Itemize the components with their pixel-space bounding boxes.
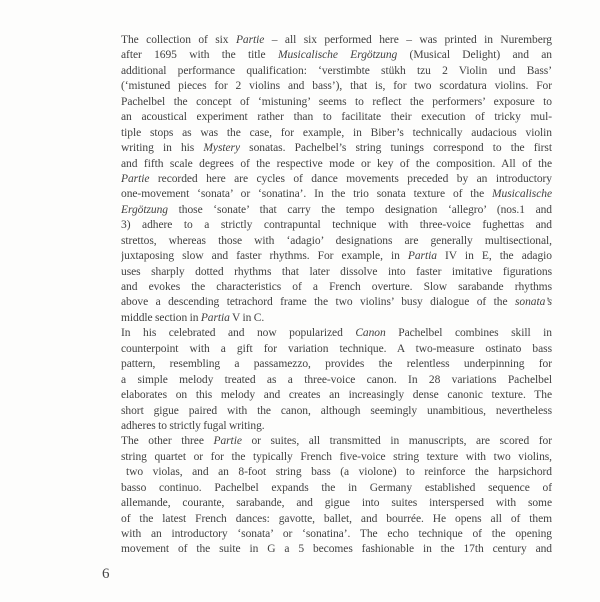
text-segment: movement of the suite in G a 5 becomes fashionable in the 17th century and	[121, 543, 552, 556]
text-line	[121, 373, 552, 388]
text-line	[121, 496, 552, 511]
italic-text-segment: Partie	[213, 435, 242, 448]
text-line	[121, 48, 552, 63]
italic-text-segment: Musicalische Ergötzung	[277, 49, 398, 62]
text-segment: sonatas. Pachelbel’s string tunings correspond to the first	[240, 142, 552, 155]
text-segment: two violas, and an 8-foot string bass (a violone) to reinforce the harpsichord	[126, 466, 552, 479]
text-segment: counterpoint with a gift for variation technique. A two-measure ostinato bass	[121, 342, 552, 355]
text-line	[121, 79, 552, 94]
text-line	[121, 311, 552, 326]
page-number: 6	[102, 566, 110, 582]
text-line	[121, 465, 552, 480]
text-segment: Pachelbel the concept of ‘mistuning’ seems to reflect the performers’ exposure to	[121, 95, 552, 108]
text-segment: an acoustical experiment rather than to facilitate their execution of tricky mul-	[121, 111, 552, 124]
text-segment: V in C.	[229, 311, 265, 324]
text-line	[121, 33, 552, 48]
italic-text-segment: sonata’s	[514, 296, 552, 309]
text-segment: and fifth scale degrees of the respective mode or key of the composition. All of the	[121, 157, 552, 170]
text-line	[121, 419, 552, 434]
text-segment: – all six performed here – was printed in Nuremberg	[264, 34, 552, 46]
text-line	[121, 234, 552, 249]
text-segment: basso continuo. Pachelbel expands the in Germany established sequence of	[121, 481, 552, 494]
text-segment: allemande, courante, sarabande, and gigue into suites interspersed with some	[121, 497, 552, 510]
text-segment: with an introductory ‘sonata’ or ‘sonatina’. The echo technique of the opening	[121, 528, 552, 540]
text-segment: Pachelbel combines skill in	[385, 327, 552, 340]
text-line	[121, 157, 552, 172]
text-segment: uses sharply dotted rhythms that later dissolve into faster imitative figurations	[121, 265, 552, 278]
text-segment: a simple melody treated as a three-voice canon. In 28 variations Pachelbel	[121, 373, 552, 386]
text-segment: short gigue paired with the canon, although seemingly unambitious, nevertheless	[121, 404, 552, 417]
text-segment: IV in E, the adagio	[436, 250, 552, 263]
text-segment: additional performance qualification: ‘verstimbte stükh tzu 2 Violin und Bass’	[121, 64, 552, 77]
text-segment: middle section in	[121, 311, 201, 324]
text-segment: elaborates on this melody and creates an increasingly dense canonic texture. The	[121, 389, 552, 402]
italic-text-segment: Partia	[407, 250, 437, 263]
text-line	[121, 110, 552, 125]
text-segment: (Musical Delight) and an	[397, 49, 552, 62]
text-line	[121, 280, 552, 295]
text-line	[121, 172, 552, 187]
liner-notes-text-block	[121, 33, 552, 558]
text-line	[121, 481, 552, 496]
text-line	[121, 203, 552, 218]
text-line	[121, 542, 552, 557]
text-segment: those ‘sonate’ that carry the tempo designation ‘allegro’ (nos.1 and	[167, 203, 552, 216]
text-segment: The other three	[121, 435, 214, 448]
italic-text-segment: Mystery	[203, 142, 240, 155]
text-segment: The collection of six	[121, 34, 236, 46]
text-segment: recorded here are cycles of dance movements preceded by an introductory	[149, 172, 552, 185]
text-segment: above a descending tetrachord frame the two violins’ busy dialogue of the	[121, 296, 515, 309]
text-line	[121, 450, 552, 465]
italic-text-segment: Canon	[355, 327, 386, 340]
text-segment: and evokes the characteristics of a French overture. Slow sarabande rhythms	[121, 281, 552, 293]
text-segment: strettos, whereas those with ‘adagio’ designations are generally multisectional,	[121, 234, 552, 247]
text-line	[121, 295, 552, 310]
text-line	[121, 388, 552, 403]
text-line	[121, 357, 552, 372]
text-line	[121, 218, 552, 233]
italic-text-segment: Partie	[235, 34, 265, 46]
text-line	[121, 326, 552, 341]
italic-text-segment: Ergötzung	[121, 203, 168, 216]
text-line	[121, 249, 552, 264]
text-line	[121, 126, 552, 141]
text-segment: after 1695 with the title	[121, 49, 278, 62]
text-segment: writing in his	[121, 142, 204, 155]
text-segment: (‘mistuned pieces for 2 violins and bass’), that is, for two scordatura violins. For	[121, 80, 552, 93]
italic-text-segment: Partie	[121, 172, 150, 185]
text-line	[121, 265, 552, 280]
text-line	[121, 512, 552, 527]
text-line	[121, 95, 552, 110]
text-segment: In his celebrated and now popularized	[121, 327, 356, 340]
text-segment: 3) adhere to a strictly contrapuntal technique with three-voice fughettas and	[121, 219, 552, 232]
text-segment: tiple stops as was the case, for example, in Biber’s technically audacious violin	[121, 126, 552, 139]
text-segment: or suites, all transmitted in manuscripts, are scored for	[241, 435, 552, 448]
text-line	[121, 527, 552, 542]
text-segment: string quartet or for the typically French five-voice string texture with two violins,	[121, 450, 552, 463]
text-segment: pattern, resembling a passamezzo, provides the relentless underpinning for	[121, 358, 552, 371]
italic-text-segment: Partia	[200, 311, 230, 324]
text-line	[121, 404, 552, 419]
text-line	[121, 64, 552, 79]
text-line	[121, 187, 552, 202]
text-line	[121, 342, 552, 357]
text-segment: of the latest French dances: gavotte, ballet, and bourrée. He opens all of them	[121, 512, 552, 525]
text-segment: adheres to strictly fugal writing.	[121, 419, 265, 432]
text-segment: one-movement ‘sonata’ or ‘sonatina’. In the trio sonata texture of the	[121, 188, 493, 201]
italic-text-segment: Musicalische	[492, 188, 552, 201]
text-line	[121, 434, 552, 449]
text-segment: juxtaposing slow and faster rhythms. For example, in	[121, 250, 408, 263]
text-line	[121, 141, 552, 156]
